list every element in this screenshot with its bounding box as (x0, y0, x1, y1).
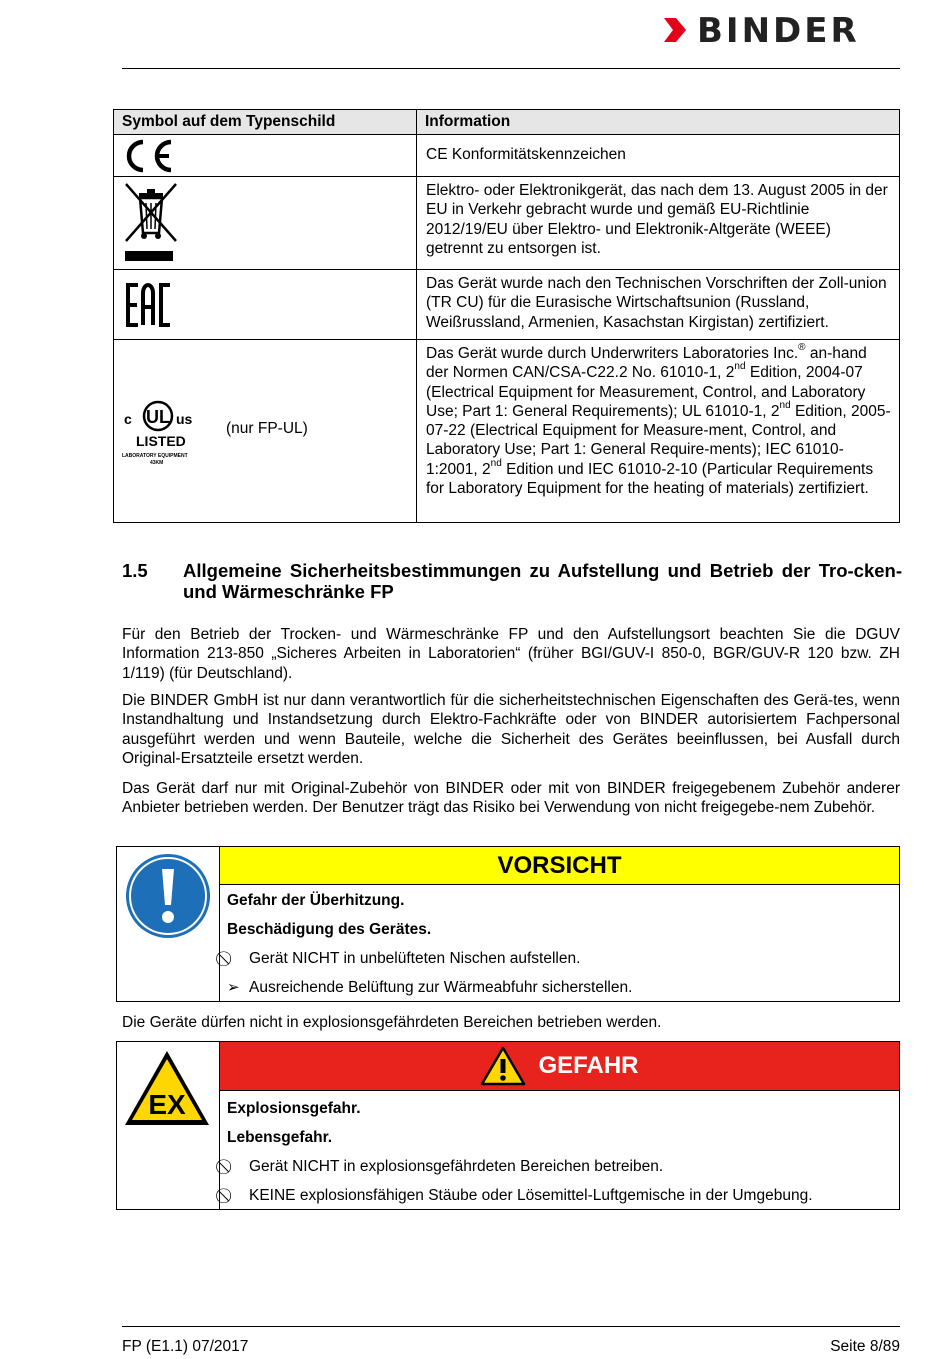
danger-signal-word: GEFAHR (538, 1052, 639, 1079)
prohibition-icon (227, 1181, 249, 1210)
ul-logo-code: 43KM (150, 460, 164, 466)
section-number: 1.5 (122, 560, 148, 581)
danger-prohibition-2: KEINE explosionsfähigen Stäube oder Lösemittel-Luftgemische in der Umgebung. (227, 1181, 891, 1210)
danger-banner (220, 1042, 899, 1091)
weee-crossed-bin-icon (123, 181, 179, 265)
danger-box (116, 1041, 900, 1210)
table-header-row (114, 110, 900, 135)
caution-hazard: Gefahr der Überhitzung. (227, 892, 405, 909)
arrow-bullet-icon: ➢ (227, 979, 240, 996)
caution-banner (220, 847, 899, 885)
caution-box (116, 846, 900, 1002)
ul-logo-c: c (124, 411, 132, 427)
prohibition-icon (227, 944, 249, 973)
cul-us-listed-icon (120, 400, 212, 466)
binder-logo (662, 11, 902, 51)
table-row (114, 177, 900, 270)
brand-name: BINDER (697, 11, 860, 51)
footer-page-number: Seite 8/89 (830, 1338, 900, 1355)
symbol-note: (nur FP-UL) (226, 420, 308, 437)
footer-document-id: FP (E1.1) 07/2017 (122, 1338, 249, 1355)
symbol-cell (114, 270, 417, 340)
ce-mark-icon (123, 138, 175, 174)
caution-content (227, 886, 891, 1002)
symbol-cell (114, 135, 417, 177)
information-cell: Elektro- oder Elektronikgerät, das nach dem 13. August 2005 in der EU in Verkehr gebracht wurde und gemäß EU-Richtlinie 2012/19/EU über Elektro- und Elektronik-Altgeräte (WEEE) getrennt zu entsorgen ist. (417, 177, 900, 270)
table-row (114, 270, 900, 340)
paragraph-responsibility: Die BINDER GmbH ist nur dann verantwortlich für die sicherheitstechnischen Eigenschaften des Gerä-tes, wenn Instandhaltung und Instandsetzung durch Elektro-Fachkräfte oder von BINDER autorisiertem Fachpersonal ausgeführt werden und wenn Bauteile, welche die Sicherheit des Gerätes beeinflussen, bei Ausfall durch Original-Ersatzteile ersetzt werden. (122, 692, 900, 767)
ul-logo-us: us (176, 411, 193, 427)
binder-logo-mark-icon (662, 14, 692, 46)
information-cell: Das Gerät wurde nach den Technischen Vorschriften der Zoll-union (TR CU) für die Eurasische Wirtschaftsunion (Russland, Weißrussland, Armenien, Kasachstan Kirgistan) zertifiziert. (417, 270, 900, 340)
ul-logo-equipment: LABORATORY EQUIPMENT (122, 453, 188, 459)
exclamation-mandatory-icon (123, 851, 213, 941)
caution-prohibition: Gerät NICHT in unbelüfteten Nischen aufstellen. (227, 944, 891, 973)
danger-consequence: Lebensgefahr. (227, 1129, 333, 1146)
information-cell: Das Gerät wurde durch Underwriters Laboratories Inc.® an-hand der Normen CAN/CSA-C22.2 No. 61010-1, 2nd Edition, 2004-07 (Electrical Equipment for Measurement, Control, and Laboratory Use; Part 1: General Requirements); UL 61010-1, 2nd Edition, 2005-07-22 (Electrical Equipment for Measure-ment, Control, and Laboratory Use; Part 1: General Require-ments); IEC 61010-1:2001, 2nd Edition und IEC 61010-2-10 (Particular Requirements for Laboratory Equipment for the heating of materials) zertifiziert. (417, 340, 900, 523)
paragraph-explosion: Die Geräte dürfen nicht in explosionsgefährdeten Bereichen betrieben werden. (122, 1014, 662, 1031)
table-row (114, 135, 900, 177)
section-heading (122, 560, 902, 602)
paragraph-dguv: Für den Betrieb der Trocken- und Wärmeschränke FP und den Aufstellungsort beachten Sie die DGUV Information 213-850 „Sicheres Arbeiten in Laboratorien“ (früher BGI/GUV-I 850-0, BGR/GUV-R 120 bzw. ZH 1/119) (für Deutschland). (122, 626, 900, 682)
information-cell: CE Konformitätskennzeichen (417, 135, 900, 177)
symbol-table (113, 109, 900, 523)
symbol-cell (114, 177, 417, 270)
column-header-symbol: Symbol auf dem Typenschild (114, 110, 417, 135)
caution-signal-word: VORSICHT (497, 851, 622, 879)
danger-icon-cell (117, 1042, 220, 1209)
footer-rule (122, 1326, 900, 1327)
ul-logo-text: UL (146, 407, 170, 427)
warning-triangle-icon (480, 1046, 526, 1086)
danger-hazard: Explosionsgefahr. (227, 1100, 361, 1117)
ex-label: EX (148, 1089, 186, 1120)
table-row (114, 340, 900, 523)
symbol-cell (114, 340, 417, 523)
column-header-information: Information (417, 110, 900, 135)
caution-action: ➢ Ausreichende Belüftung zur Wärmeabfuhr sicherstellen. (227, 973, 891, 1002)
eac-mark-icon (125, 283, 173, 327)
ex-explosive-atmosphere-icon (122, 1048, 212, 1128)
caution-icon-cell (117, 847, 220, 1001)
danger-prohibition-1: Gerät NICHT in explosionsgefährdeten Bereichen betreiben. (227, 1152, 891, 1181)
ul-logo-listed: LISTED (136, 433, 186, 449)
danger-content (227, 1094, 891, 1210)
caution-consequence: Beschädigung des Gerätes. (227, 921, 432, 938)
paragraph-accessories: Das Gerät darf nur mit Original-Zubehör von BINDER oder mit von BINDER freigegebenem Zubehör anderer Anbieter betrieben werden. Der Benutzer trägt das Risiko bei Verwendung von nicht freigegebe-nem Zubehör. (122, 780, 900, 817)
header-rule (122, 68, 900, 69)
prohibition-icon (227, 1152, 249, 1181)
section-title: Allgemeine Sicherheitsbestimmungen zu Aufstellung und Betrieb der Tro-cken- und Wärmeschränke FP (183, 560, 902, 602)
